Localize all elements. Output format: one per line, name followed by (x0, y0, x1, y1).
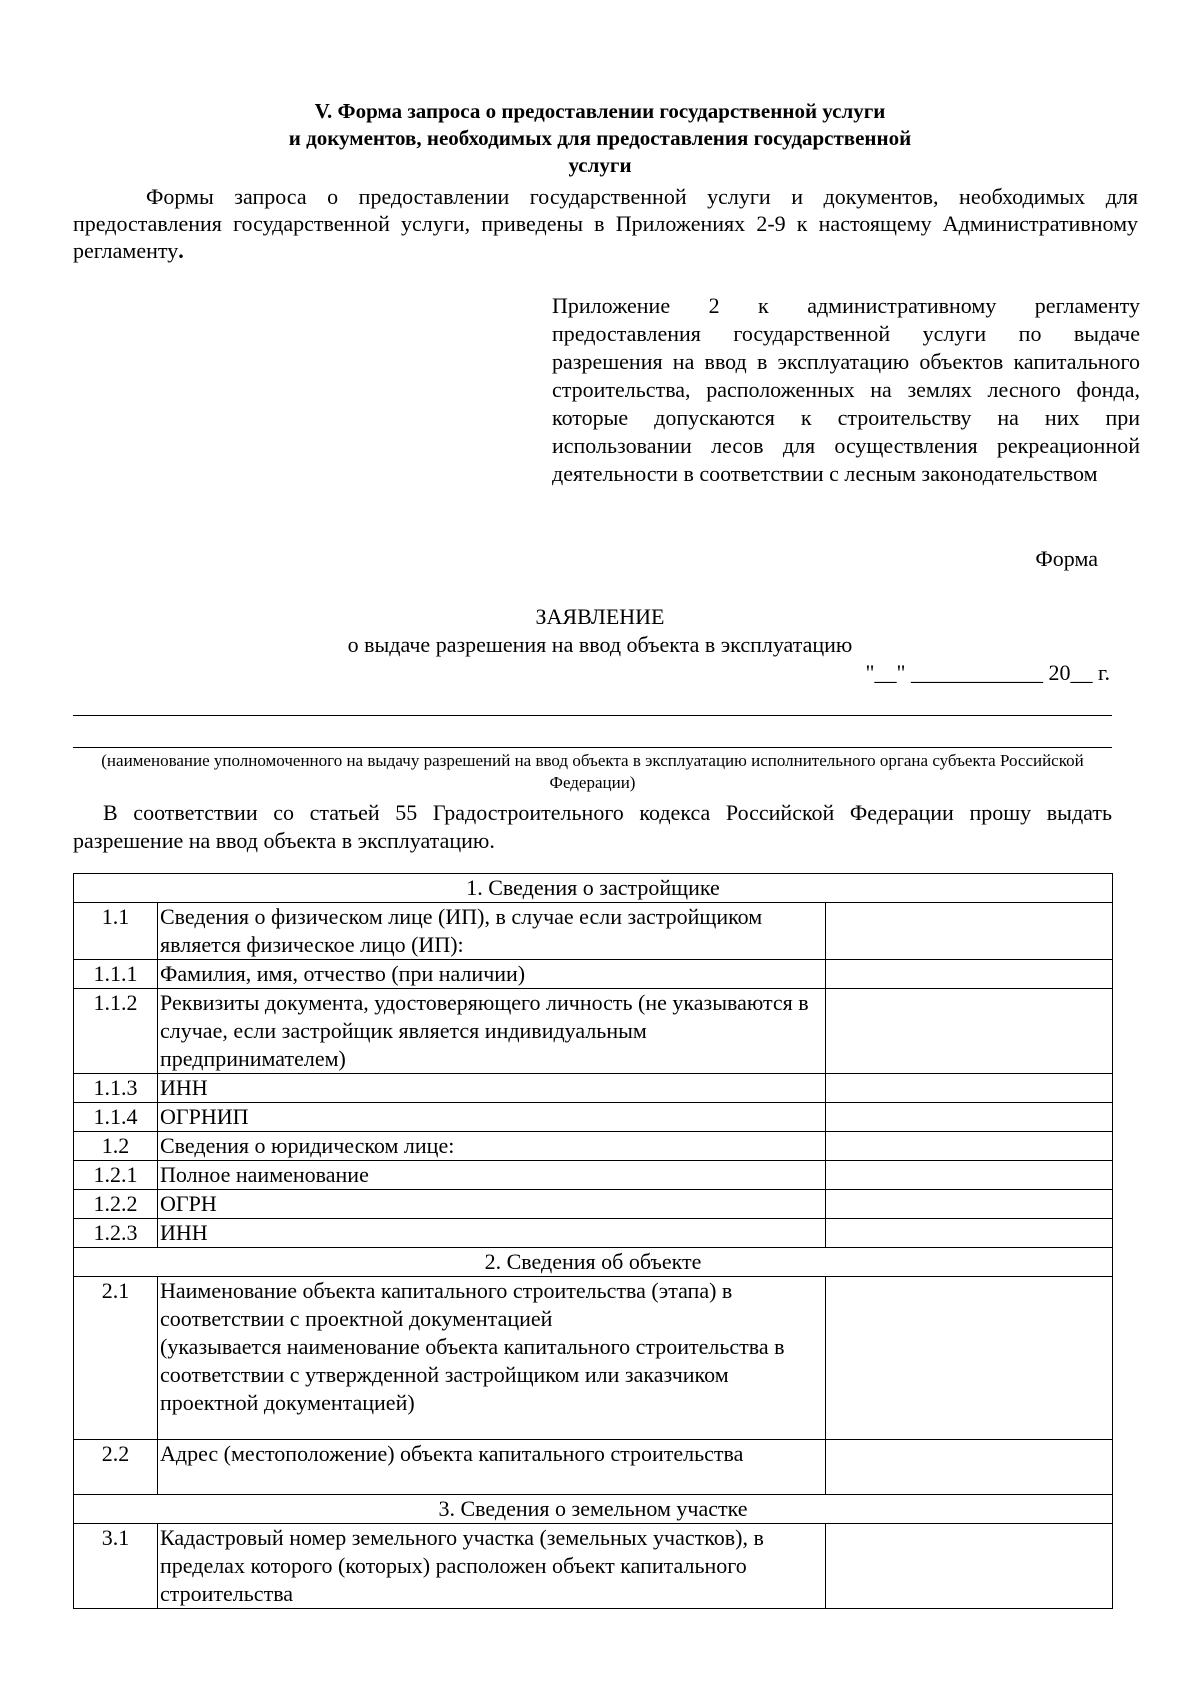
row-number: 1.2 (74, 1132, 158, 1161)
table-row (74, 1219, 1113, 1248)
heading-line: V. Форма запроса о предоставлении государственной услуги (314, 99, 886, 123)
row-label: Кадастровый номер земельного участка (земельных участков), в пределах которого (которых) расположен объект капитального строительства (158, 1524, 826, 1609)
row-number: 1.1.2 (74, 989, 158, 1074)
blank-line (73, 715, 1112, 716)
intro-text: Формы запроса о предоставлении государственной услуги и документов, необходимых для предоставления государственной услуги, приведены в Приложениях 2-9 к настоящему Административному регламенту (73, 184, 1138, 263)
value-cell (826, 1219, 1113, 1248)
intro-paragraph (73, 183, 1138, 264)
row-number: 1.2.2 (74, 1190, 158, 1219)
table-row (74, 1524, 1113, 1609)
table-row (74, 989, 1113, 1074)
value-cell (826, 903, 1113, 960)
section-title: 1. Сведения о застройщике (74, 874, 1113, 903)
row-number: 3.1 (74, 1524, 158, 1609)
section-row (74, 1248, 1113, 1277)
request-paragraph: В соответствии со статьей 55 Градостроительного кодекса Российской Федерации прошу выдать разрешение на ввод объекта в эксплуатацию. (73, 800, 1112, 853)
row-number: 1.1.3 (74, 1074, 158, 1103)
authority-caption: (наименование уполномоченного на выдачу разрешений на ввод объекта в эксплуатацию исполнительного органа субъекта Российской Федерации) (101, 751, 1084, 792)
table-row (74, 1103, 1113, 1132)
section-row (74, 1495, 1113, 1524)
table-row (74, 960, 1113, 989)
row-number: 1.2.1 (74, 1161, 158, 1190)
row-label: Сведения о юридическом лице: (158, 1132, 826, 1161)
value-cell (826, 1190, 1113, 1219)
table-row (74, 1440, 1113, 1495)
row-label: Полное наименование (158, 1161, 826, 1190)
section-title: 3. Сведения о земельном участке (74, 1495, 1113, 1524)
heading-line: и документов, необходимых для предоставления государственной (288, 126, 912, 150)
row-label-note: (указывается наименование объекта капитального строительства в соответствии с утвержденной застройщиком или заказчиком проектной документацией) (160, 1334, 785, 1415)
table-row (74, 1074, 1113, 1103)
intro-end: . (178, 238, 184, 263)
application-title: ЗАЯВЛЕНИЕ (535, 604, 665, 629)
row-number: 1.1.1 (74, 960, 158, 989)
row-label: ИНН (158, 1074, 826, 1103)
form-label: Форма (1035, 546, 1098, 571)
value-cell (826, 1161, 1113, 1190)
table-row (74, 1161, 1113, 1190)
value-cell (826, 989, 1113, 1074)
row-label: Фамилия, имя, отчество (при наличии) (158, 960, 826, 989)
row-label-text: Наименование объекта капитального строительства (этапа) в соответствии с проектной документацией (160, 1278, 733, 1331)
value-cell (826, 960, 1113, 989)
row-label: Реквизиты документа, удостоверяющего личность (не указываются в случае, если застройщик является индивидуальным предпринимателем) (158, 989, 826, 1074)
date-field: "__" ____________ 20__ г. (865, 660, 1110, 685)
row-number: 2.1 (74, 1277, 158, 1440)
value-cell (826, 1277, 1113, 1440)
section-title: 2. Сведения об объекте (74, 1248, 1113, 1277)
application-table (73, 873, 1113, 1609)
table-row (74, 903, 1113, 960)
value-cell (826, 1132, 1113, 1161)
blank-line (73, 747, 1112, 748)
table-row (74, 1190, 1113, 1219)
value-cell (826, 1103, 1113, 1132)
row-label: ОГРН (158, 1190, 826, 1219)
section-heading (0, 98, 1200, 179)
row-label: Сведения о физическом лице (ИП), в случае если застройщиком является физическое лицо (ИП): (158, 903, 826, 960)
row-number: 2.2 (74, 1440, 158, 1495)
row-number: 1.1 (74, 903, 158, 960)
row-label: Адрес (местоположение) объекта капитального строительства (158, 1440, 826, 1495)
application-subtitle: о выдаче разрешения на ввод объекта в эксплуатацию (347, 632, 853, 657)
row-label: ИНН (158, 1219, 826, 1248)
value-cell (826, 1524, 1113, 1609)
value-cell (826, 1074, 1113, 1103)
row-label: ОГРНИП (158, 1103, 826, 1132)
row-number: 1.2.3 (74, 1219, 158, 1248)
row-number: 1.1.4 (74, 1103, 158, 1132)
row-label (158, 1277, 826, 1440)
value-cell (826, 1440, 1113, 1495)
section-row (74, 874, 1113, 903)
annex-reference: Приложение 2 к административному регламенту предоставления государственной услуги по выдаче разрешения на ввод в эксплуатацию объектов капитального строительства, расположенных на землях лесного фонда, которые допускаются к строительству на них при использовании лесов для осуществления рекреационной деятельности в соответствии с лесным законодательством (552, 293, 1140, 486)
table-row (74, 1132, 1113, 1161)
table-row (74, 1277, 1113, 1440)
heading-line: услуги (568, 153, 632, 177)
